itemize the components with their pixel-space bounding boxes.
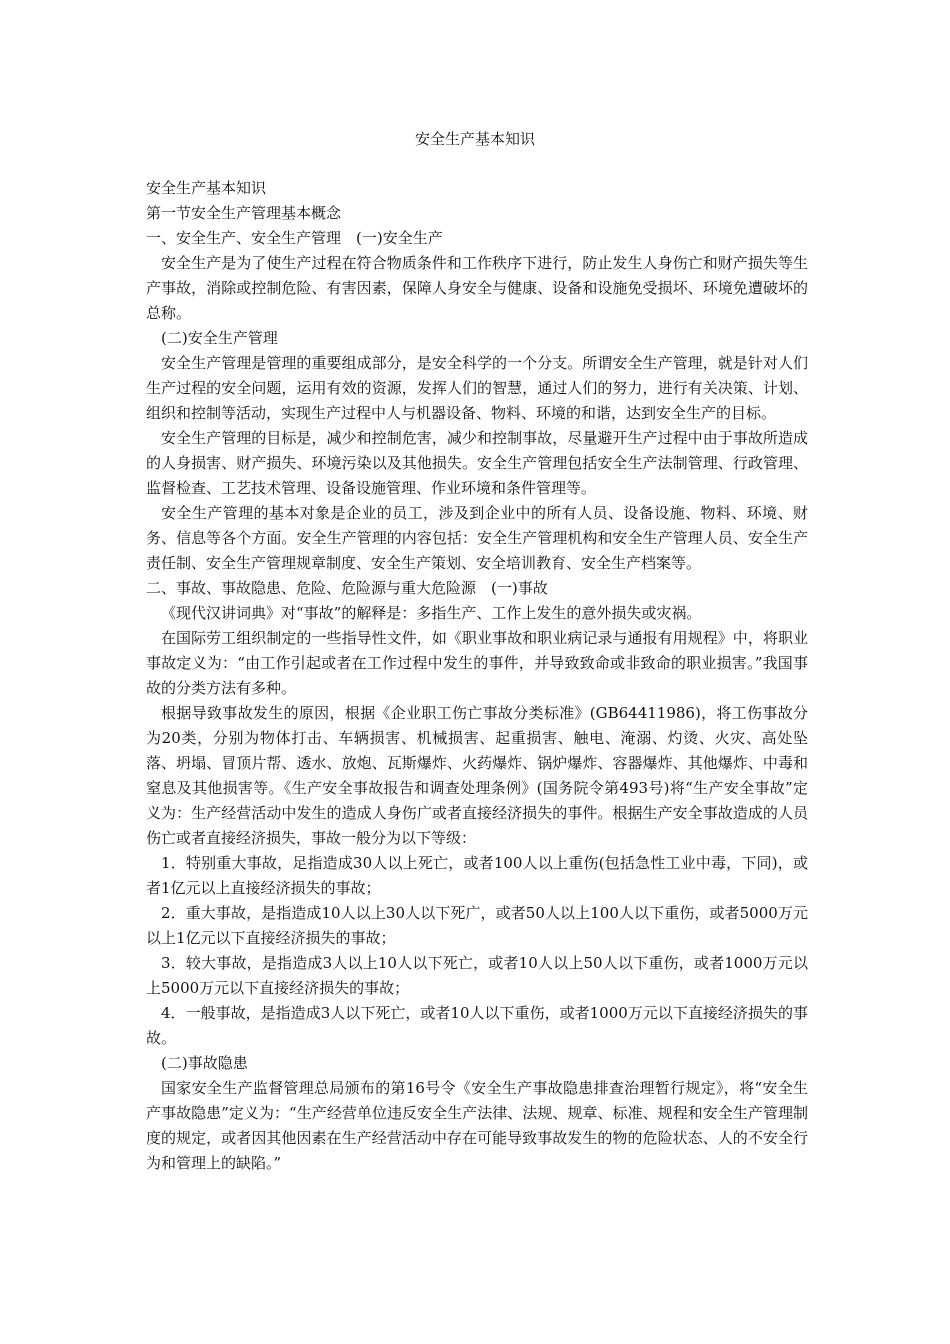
- paragraph: 安全生产管理的基本对象是企业的员工，涉及到企业中的所有人员、设备设施、物料、环境、财务、信息等各个方面。安全生产管理的内容包括：安全生产管理机构和安全生产管理人员、安全生产责任制、安全生产管理规章制度、安全生产策划、安全培训教育、安全生产档案等。: [146, 504, 808, 572]
- paragraph: (二)事故隐患: [161, 1054, 248, 1072]
- paragraph: 1．特别重大事故，足指造成30人以上死亡，或者100人以上重伤(包括急性工业中毒，下同)，或者1亿元以上直接经济损失的事故；: [146, 854, 808, 897]
- paragraph: 安全生产管理的目标是，减少和控制危害，减少和控制事故，尽量避开生产过程中由于事故所造成的人身损害、财产损失、环境污染以及其他损失。安全生产管理包括安全生产法制管理、行政管理、监督检查、工艺技术管理、设备设施管理、作业环境和条件管理等。: [146, 429, 808, 497]
- paragraph: 第一节安全生产管理基本概念: [146, 204, 342, 222]
- paragraph: 4．一般事故，是指造成3人以下死亡，或者10人以下重伤，或者1000万元以下直接经济损失的事故。: [146, 1004, 808, 1047]
- paragraph: 安全生产基本知识: [146, 179, 267, 197]
- paragraph: (二)安全生产管理: [161, 329, 278, 347]
- document-title: 安全生产基本知识: [414, 130, 535, 148]
- paragraph: 在国际劳工组织制定的一些指导性文件，如《职业事故和职业病记录与通报有用规程》中，将职业事故定义为：“由工作引起或者在工作过程中发生的事件，并导致致命或非致命的职业损害。”我国事故的分类方法有多种。: [146, 629, 808, 697]
- paragraph: 安全生产管理是管理的重要组成部分，是安全科学的一个分支。所谓安全生产管理，就是针对人们生产过程的安全问题，运用有效的资源，发挥人们的智慧，通过人们的努力，进行有关决策、计划、组织和控制等活动，实现生产过程中人与机器设备、物料、环境的和谐，达到安全生产的目标。: [146, 354, 808, 422]
- paragraph: 2．重大事故，是指造成10人以上30人以下死广，或者50人以上100人以下重伤，或者5000万元以上1亿元以下直接经济损失的事故；: [146, 904, 808, 947]
- document-body: [146, 176, 808, 1176]
- paragraph: 根据导致事故发生的原因，根据《企业职工伤亡事故分类标准》(GB64411986)，将工伤事故分为20类，分别为物体打击、车辆损害、机械损害、起重损害、触电、淹溺、灼烫、火灾、高处坠落、坍塌、冒顶片帮、透水、放炮、瓦斯爆炸、火药爆炸、锅炉爆炸、容器爆炸、其他爆炸、中毒和窒息及其他损害等。《生产安全事故报告和调查处理条例》(国务院令第493号)将“生产安全事故”定义为：生产经营活动中发生的造成人身伤广或者直接经济损失的事件。根据生产安全事故造成的人员伤亡或者直接经济损失，事故一般分为以下等级：: [146, 704, 808, 847]
- paragraph: 二、事故、事故隐患、危险、危险源与重大危险源 (一)事故: [146, 579, 548, 597]
- paragraph: 国家安全生产监督管理总局颁布的第16号令《安全生产事故隐患排查治理暂行规定》，将“安全生产事故隐患”定义为：“生产经营单位违反安全生产法律、法规、规章、标准、规程和安全生产管理制度的规定，或者因其他因素在生产经营活动中存在可能导致事故发生的物的危险状态、人的不安全行为和管理上的缺陷。”: [146, 1079, 808, 1172]
- paragraph: 《现代汉讲词典》对“事故”的解释是：多指生产、工作上发生的意外损失或灾祸。: [161, 604, 702, 622]
- paragraph: 一、安全生产、安全生产管理 (一)安全生产: [146, 229, 443, 247]
- paragraph: 安全生产是为了使生产过程在符合物质条件和工作秩序下进行，防止发生人身伤亡和财产损失等生产事故，消除或控制危险、有害因素，保障人身安全与健康、设备和设施免受损坏、环境免遭破坏的总称。: [146, 254, 808, 322]
- paragraph: 3．较大事故，是指造成3人以上10人以下死亡，或者10人以上50人以下重伤，或者1000万元以上5000万元以下直接经济损失的事故；: [146, 954, 808, 997]
